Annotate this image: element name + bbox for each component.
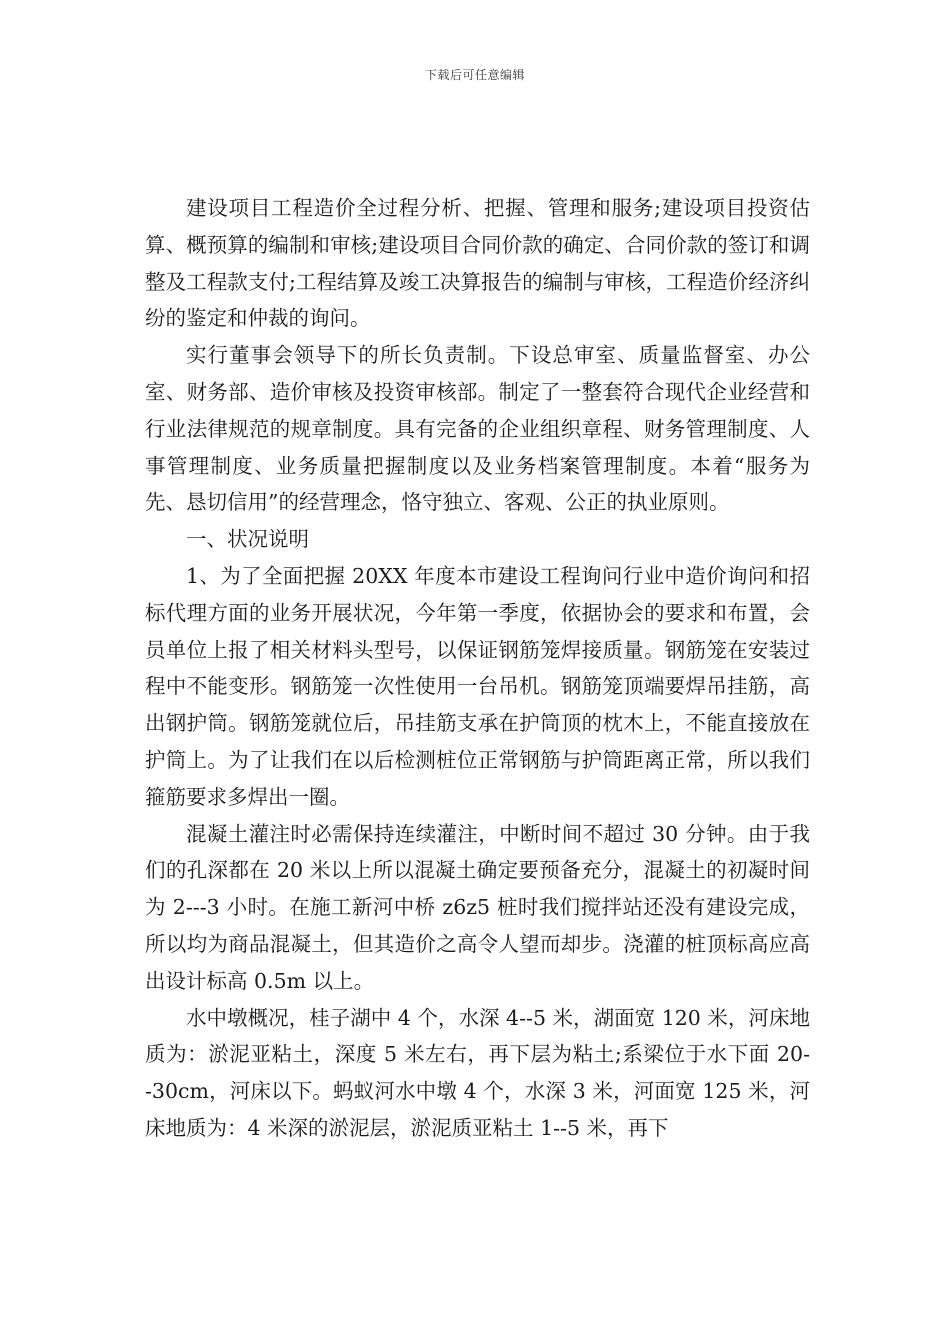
paragraph-water-piers: 水中墩概况，桂子湖中 4 个，水深 4--5 米，湖面宽 120 米，河床地质为：淤泥亚粘土，深度 5 米左右，再下层为粘土;系梁位于水下面 20--30cm，河床以下。蚂蚁河水中墩 4 个，水深 3 米，河面宽 125 米，河床地质为：4 米深的淤泥层，淤泥质亚粘土 1--5 米，再下 xyxy=(145,1005,810,1140)
page-header-note: 下载后可任意编辑 xyxy=(424,68,525,82)
section-heading: 一、状况说明 xyxy=(186,527,309,552)
document-body xyxy=(145,190,810,1147)
paragraph-rebar-cage: 1、为了全面把握 20XX 年度本市建设工程询问行业中造价询问和招标代理方面的业务开展状况，今年第一季度，依据协会的要求和布置，会员单位上报了相关材料头型号，以保证钢筋笼焊接质量。钢筋笼在安装过程中不能变形。钢筋笼一次性使用一台吊机。钢筋笼顶端要焊吊挂筋，高出钢护筒。钢筋笼就位后，吊挂筋支承在护筒顶的枕木上，不能直接放在护筒上。为了让我们在以后检测桩位正常钢筋与护筒距离正常，所以我们箍筋要求多焊出一圈。 xyxy=(145,563,810,809)
paragraph-concrete-pouring: 混凝土灌注时必需保持连续灌注，中断时间不超过 30 分钟。由于我们的孔深都在 20 米以上所以混凝土确定要预备充分，混凝土的初凝时间为 2---3 小时。在施工新河中桥 z6z5 桩时我们搅拌站还没有建设完成，所以均为商品混凝土，但其造价之高令人望而却步。浇灌的桩顶标高应高出设计标高 0.5m 以上。 xyxy=(145,821,810,993)
paragraph-organization: 实行董事会领导下的所长负责制。下设总审室、质量监督室、办公室、财务部、造价审核及投资审核部。制定了一整套符合现代企业经营和行业法律规范的规章制度。具有完备的企业组织章程、财务管理制度、人事管理制度、业务质量把握制度以及业务档案管理制度。本着“服务为先、恳切信用”的经营理念，恪守独立、客观、公正的执业原则。 xyxy=(145,343,810,515)
paragraph-services: 建设项目工程造价全过程分析、把握、管理和服务;建设项目投资估算、概预算的编制和审核;建设项目合同价款的确定、合同价款的签订和调整及工程款支付;工程结算及竣工决算报告的编制与审核，工程造价经济纠纷的鉴定和仲裁的询问。 xyxy=(145,196,810,331)
